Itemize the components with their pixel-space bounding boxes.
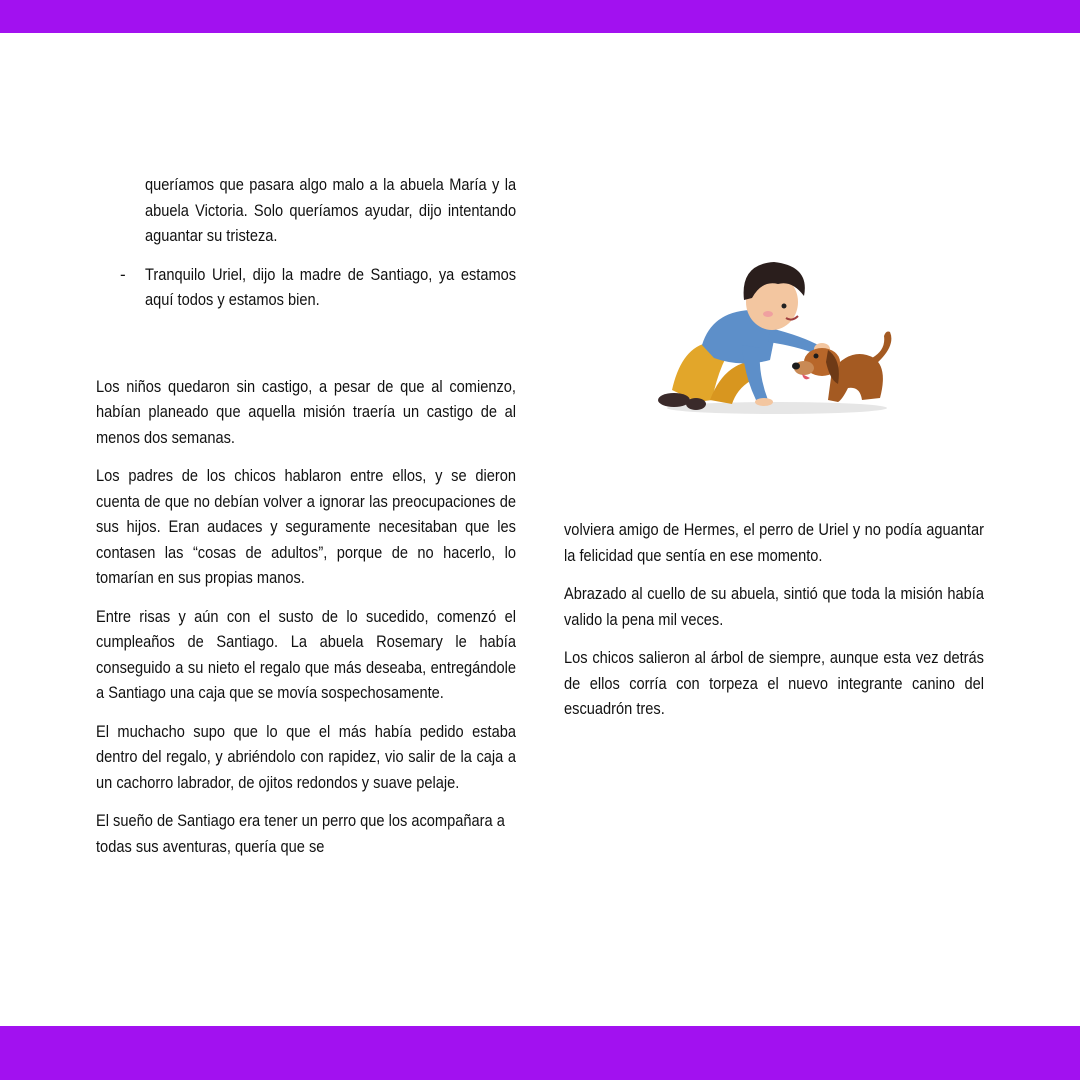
paragraph: Abrazado al cuello de su abuela, sintió que toda la misión había valido la pena mil veces. — [564, 584, 984, 629]
paragraph: Los niños quedaron sin castigo, a pesar de que al comienzo, habían planeado que aquella misión traería un castigo de al menos dos semanas. — [96, 376, 516, 447]
bottom-color-band — [0, 1026, 1080, 1080]
paragraph: El muchacho supo que lo que el más había pedido estaba dentro del regalo, y abriéndolo con rapidez, vio salir de la caja a un cachorro labrador, de ojitos redondos y suave pelaje. — [96, 721, 516, 792]
dialogue-dash: - — [120, 264, 126, 284]
dialogue-text: Tranquilo Uriel, dijo la madre de Santiago, ya estamos aquí todos y estamos bien. — [145, 264, 517, 309]
dialogue-continuation — [96, 172, 517, 249]
right-column — [564, 517, 985, 735]
boy-petting-dog-illustration — [652, 250, 902, 420]
left-column — [96, 172, 517, 872]
paragraph: Entre risas y aún con el susto de lo sucedido, comenzó el cumpleaños de Santiago. La abuela Rosemary le había conseguido a su nieto el regalo que más deseaba, entregándole a Santiago una caja que se movía sospechosamente. — [96, 606, 516, 702]
paragraph: El sueño de Santiago era tener un perro que los acompañara a todas sus aventuras, quería que se — [96, 811, 505, 856]
top-color-band — [0, 0, 1080, 33]
dialogue-line — [96, 262, 517, 313]
paragraph: volviera amigo de Hermes, el perro de Uriel y no podía aguantar la felicidad que sentía en ese momento. — [564, 520, 984, 565]
continuation-text: queríamos que pasara algo malo a la abuela María y la abuela Victoria. Solo queríamos ayudar, dijo intentando aguantar su tristeza. — [145, 175, 517, 245]
paragraph: Los chicos salieron al árbol de siempre, aunque esta vez detrás de ellos corría con torpeza el nuevo integrante canino del escuadrón tres. — [564, 648, 984, 718]
paragraph: Los padres de los chicos hablaron entre ellos, y se dieron cuenta de que no debían volver a ignorar las preocupaciones de sus hijos. Eran audaces y seguramente necesitaban que les contasen las “cosas de adultos”, porque de no hacerlo, lo tomarían en sus propias manos. — [96, 466, 516, 587]
